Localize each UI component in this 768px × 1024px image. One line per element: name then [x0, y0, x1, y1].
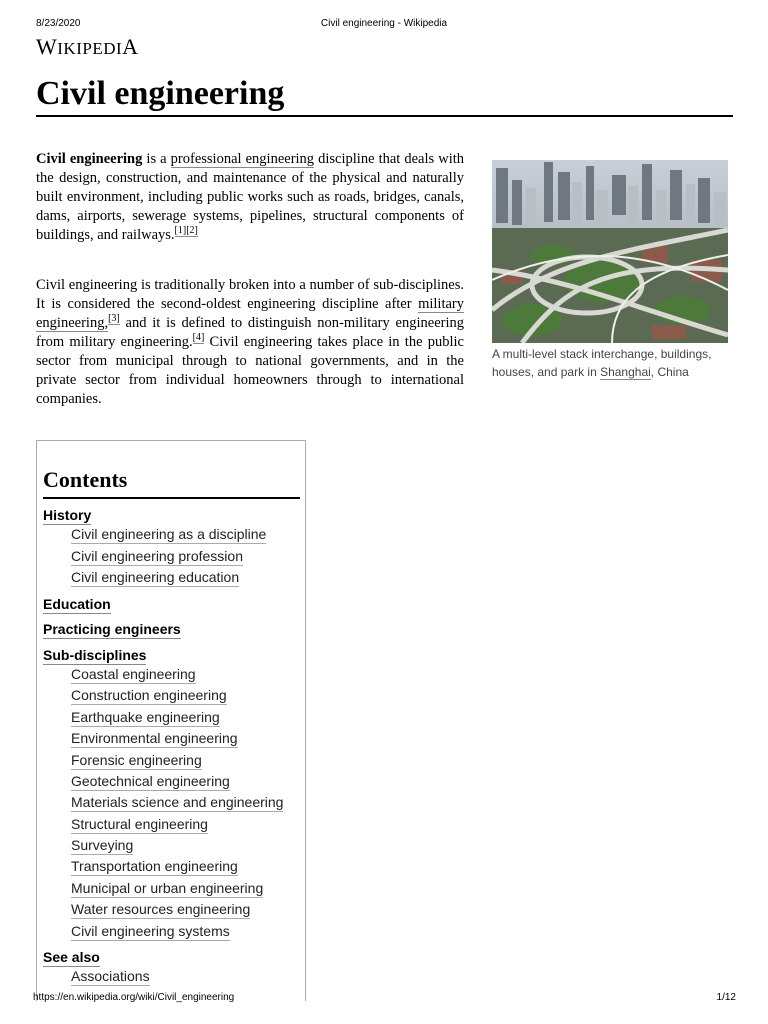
print-date: 8/23/2020	[36, 18, 81, 29]
wikipedia-logo[interactable]: WIKIPEDIA	[36, 34, 139, 59]
toc-section-see-also[interactable]: See also	[43, 949, 100, 965]
infobox-image[interactable]	[492, 160, 728, 343]
title-divider	[36, 115, 733, 117]
toc-item[interactable]: Construction engineering	[71, 687, 227, 703]
table-of-contents	[36, 440, 306, 1001]
toc-item[interactable]: Civil engineering as a discipline	[71, 526, 267, 542]
toc-item[interactable]: Surveying	[71, 837, 134, 853]
toc-item[interactable]: Coastal engineering	[71, 666, 196, 682]
intro-paragraph-2: Civil engineering is traditionally broken into a number of sub-disciplines. It is considered the second-oldest engineering discipline after military engineering,[3] and it is defined to distinguish non-military engineering from military engineering.[4] Civil engineering takes place in the public sector from municipal through to national governments, and in the private sector from individual homeowners through to international companies.	[36, 277, 464, 407]
ref-3[interactable]: [3]	[108, 313, 120, 325]
infobox-caption: A multi-level stack interchange, buildings, houses, and park in Shanghai, China	[492, 347, 712, 379]
link-professional-engineering[interactable]: professional engineering	[170, 151, 315, 167]
toc-item[interactable]: Materials science and engineering	[71, 794, 284, 810]
toc-item[interactable]: Transportation engineering	[71, 858, 238, 874]
print-url: https://en.wikipedia.org/wiki/Civil_engineering	[33, 992, 235, 1003]
page-title: Civil engineering	[36, 75, 285, 112]
ref-2[interactable]: [2]	[186, 225, 198, 237]
toc-item[interactable]: Civil engineering systems	[71, 923, 230, 939]
ref-1[interactable]: [1]	[174, 225, 187, 237]
toc-divider	[43, 497, 300, 499]
toc-item[interactable]: Forensic engineering	[71, 752, 202, 768]
toc-section-practicing-engineers[interactable]: Practicing engineers	[43, 621, 181, 637]
print-page-title: Civil engineering - Wikipedia	[320, 18, 448, 29]
toc-item[interactable]: Water resources engineering	[71, 901, 251, 917]
toc-item[interactable]: Associations	[71, 968, 150, 984]
toc-item[interactable]: Earthquake engineering	[71, 709, 220, 725]
toc-item[interactable]: Civil engineering profession	[71, 548, 243, 564]
toc-item[interactable]: Structural engineering	[71, 816, 208, 832]
toc-title: Contents	[43, 467, 128, 492]
link-shanghai[interactable]: Shanghai	[600, 365, 651, 379]
intro-paragraph-1: Civil engineering is a professional engineering discipline that deals with the design, construction, and maintenance of the physical and naturally built environment, including public works such as roads, bridges, canals, dams, airports, sewerage systems, pipelines, structural components of buildings, and railways.[1][2]	[36, 151, 464, 243]
toc-item[interactable]: Environmental engineering	[71, 730, 238, 746]
toc-item[interactable]: Civil engineering education	[71, 569, 240, 585]
toc-section-sub-disciplines[interactable]: Sub-disciplines	[43, 647, 147, 663]
print-page-number: 1/12	[716, 992, 736, 1003]
toc-section-history[interactable]: History	[43, 507, 92, 523]
ref-4[interactable]: [4]	[192, 332, 205, 344]
toc-section-education[interactable]: Education	[43, 596, 111, 612]
toc-item[interactable]: Geotechnical engineering	[71, 773, 230, 789]
toc-item[interactable]: Municipal or urban engineering	[71, 880, 264, 896]
link-military-engineering[interactable]: military engineering,	[36, 296, 464, 331]
